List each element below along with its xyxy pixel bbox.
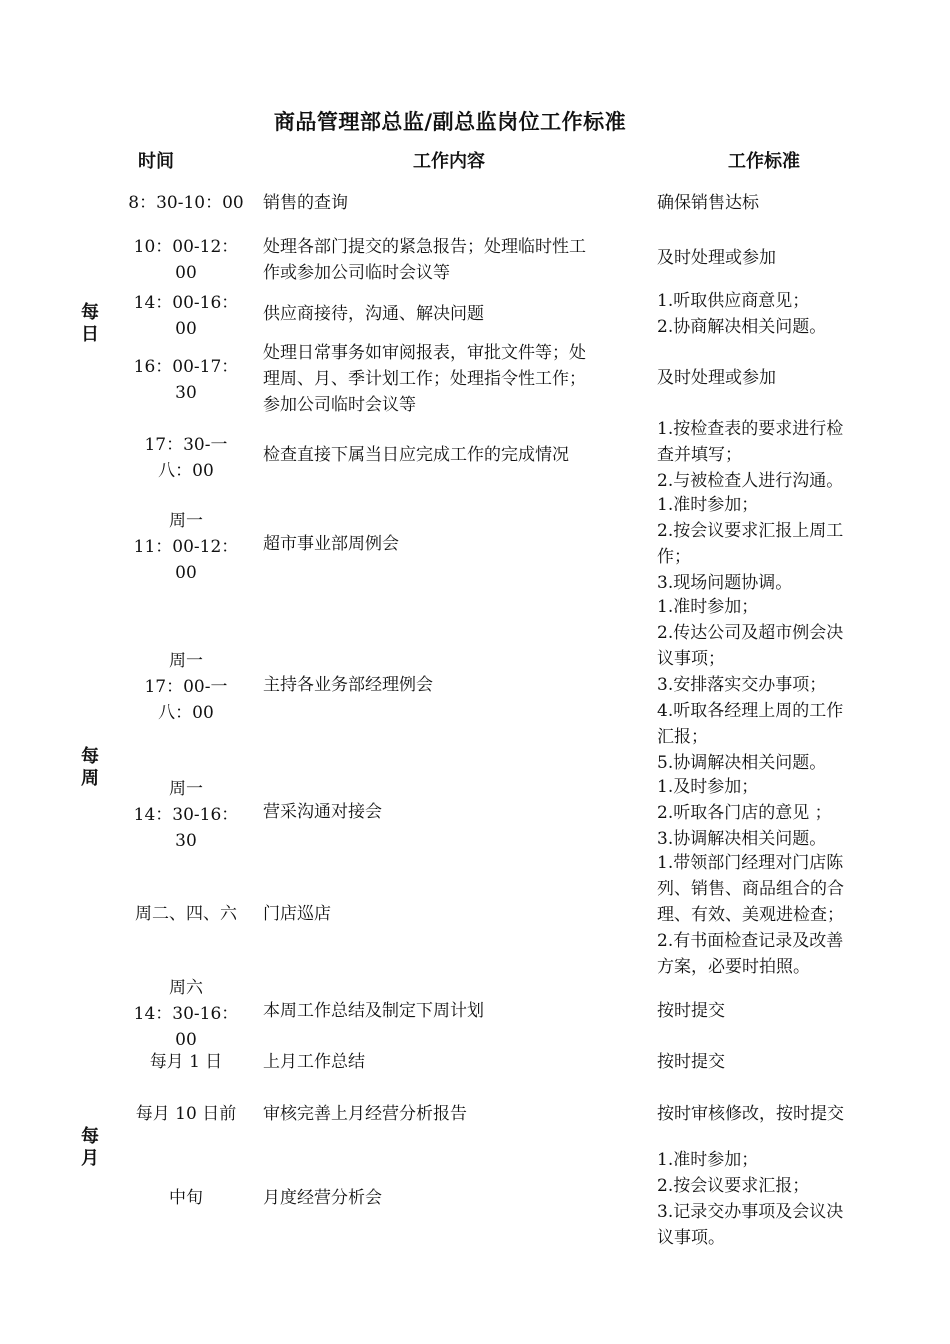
row-standard: 1.准时参加； 2.按会议要求汇报； 3.记录交办事项及会议决 议事项。 — [657, 1150, 844, 1248]
row-time: 17：30-一 八：00 — [144, 435, 228, 481]
row-standard: 1.及时参加； 2.听取各门店的意见 ； 3.协调解决相关问题。 — [657, 777, 832, 849]
row-standard: 及时处理或参加 — [657, 248, 776, 268]
row-content: 供应商接待，沟通、解决问题 — [263, 304, 484, 324]
row-time: 周一 14：30-16： 30 — [133, 779, 239, 851]
page-title: 商品管理部总监/副总监岗位工作标准 — [273, 110, 627, 134]
column-header-time: 时间 — [138, 151, 174, 172]
row-standard: 1.按检查表的要求进行检 查并填写； 2.与被检查人进行沟通。 — [657, 419, 844, 491]
row-time: 16：00-17： 30 — [133, 357, 239, 403]
group-label-daily: 每 日 — [81, 302, 99, 345]
column-header-standard: 工作标准 — [728, 151, 800, 172]
row-time: 周一 11：00-12： 00 — [133, 511, 239, 583]
row-standard: 按时提交 — [657, 1052, 725, 1072]
row-standard: 及时处理或参加 — [657, 368, 776, 388]
row-content: 营采沟通对接会 — [263, 802, 382, 822]
row-time: 中旬 — [169, 1188, 203, 1208]
row-content: 主持各业务部经理例会 — [263, 675, 433, 695]
row-standard: 按时提交 — [657, 1001, 725, 1021]
row-standard: 1.听取供应商意见； 2.协商解决相关问题。 — [657, 291, 827, 337]
row-content: 处理各部门提交的紧急报告；处理临时性工 作或参加公司临时会议等 — [263, 237, 586, 283]
row-content: 上月工作总结 — [263, 1052, 365, 1072]
row-content: 月度经营分析会 — [263, 1188, 382, 1208]
column-header-content: 工作内容 — [413, 151, 485, 172]
row-time: 周六 14：30-16： 00 — [133, 978, 239, 1050]
row-time: 周一 17：00-一 八：00 — [144, 651, 228, 723]
row-standard: 确保销售达标 — [657, 193, 759, 213]
row-standard: 按时审核修改，按时提交 — [657, 1104, 844, 1124]
group-label-weekly: 每 周 — [81, 746, 99, 789]
row-content: 销售的查询 — [263, 193, 348, 213]
row-content: 超市事业部周例会 — [263, 534, 399, 554]
row-standard: 1.准时参加； 2.传达公司及超市例会决 议事项； 3.安排落实交办事项； 4.听取各经理上周的工作 汇报； 5.协调解决相关问题。 — [657, 597, 844, 773]
row-content: 门店巡店 — [263, 904, 331, 924]
row-content: 审核完善上月经营分析报告 — [263, 1104, 467, 1124]
row-content: 处理日常事务如审阅报表，审批文件等；处 理周、月、季计划工作；处理指令性工作； 参加公司临时会议等 — [263, 343, 586, 415]
group-label-monthly: 每 月 — [81, 1126, 99, 1169]
row-standard: 1.准时参加； 2.按会议要求汇报上周工 作； 3.现场问题协调。 — [657, 495, 844, 593]
row-time: 每月 10 日前 — [135, 1104, 237, 1124]
row-standard: 1.带领部门经理对门店陈 列、销售、商品组合的合 理、有效、美观进检查； 2.有书面检查记录及改善 方案，必要时拍照。 — [657, 853, 844, 977]
row-time: 8：30-10：00 — [128, 193, 244, 213]
row-time: 周二、四、六 — [135, 904, 237, 924]
row-time: 每月 1 日 — [149, 1052, 223, 1072]
row-time: 10：00-12： 00 — [133, 237, 239, 283]
row-time: 14：00-16： 00 — [133, 293, 239, 339]
row-content: 本周工作总结及制定下周计划 — [263, 1001, 484, 1021]
row-content: 检查直接下属当日应完成工作的完成情况 — [263, 445, 569, 465]
